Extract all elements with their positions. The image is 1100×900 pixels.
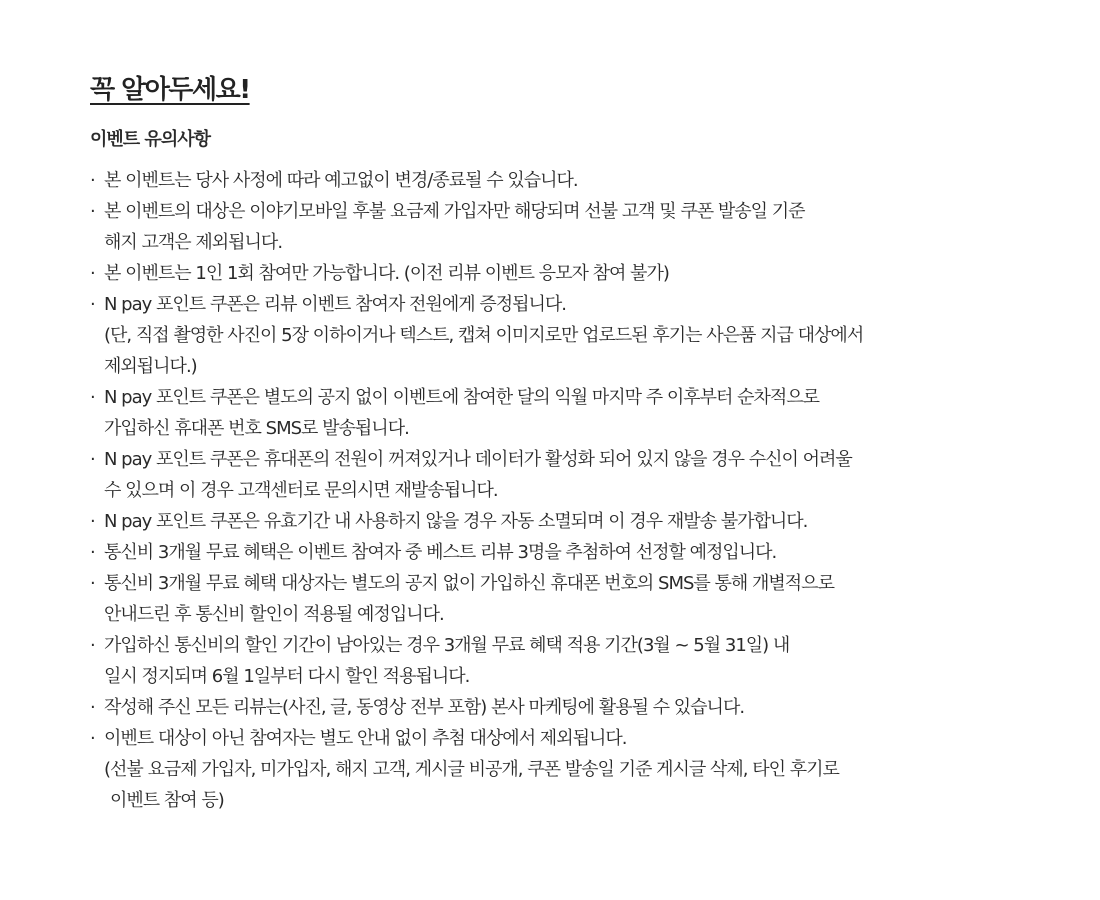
bullet-dot: · <box>90 697 95 718</box>
notice-item-continuation <box>90 785 863 816</box>
notice-text: (선불 요금제 가입자, 미가입자, 해지 고객, 게시글 비공개, 쿠폰 발송일 기준 게시글 삭제, 타인 후기로 <box>104 759 839 780</box>
notice-item <box>90 289 863 320</box>
bullet-dot: · <box>90 542 95 563</box>
notice-item-continuation <box>90 754 863 785</box>
notice-list <box>90 165 863 816</box>
notice-item <box>90 506 863 537</box>
notice-text: 가입하신 통신비의 할인 기간이 남아있는 경우 3개월 무료 혜택 적용 기간(3월 ~ 5월 31일) 내 <box>104 635 790 656</box>
notice-item <box>90 165 863 196</box>
notice-text: (단, 직접 촬영한 사진이 5장 이하이거나 텍스트, 캡쳐 이미지로만 업로드된 후기는 사은품 지급 대상에서 <box>104 325 864 346</box>
notice-text: 본 이벤트의 대상은 이야기모바일 후불 요금제 가입자만 해당되며 선불 고객 및 쿠폰 발송일 기준 <box>104 201 805 222</box>
notice-item <box>90 382 863 413</box>
notice-item <box>90 444 863 475</box>
notice-item-continuation <box>90 413 863 444</box>
bullet-dot: · <box>90 387 95 408</box>
notice-text: 안내드린 후 통신비 할인이 적용될 예정입니다. <box>104 604 444 625</box>
notice-text: 해지 고객은 제외됩니다. <box>104 232 283 253</box>
notice-subtitle: 이벤트 유의사항 <box>90 129 210 150</box>
bullet-dot: · <box>90 263 95 284</box>
notice-text: 이벤트 대상이 아닌 참여자는 별도 안내 없이 추첨 대상에서 제외됩니다. <box>104 728 627 749</box>
notice-item-continuation <box>90 351 863 382</box>
bullet-dot: · <box>90 573 95 594</box>
notice-item-continuation <box>90 599 863 630</box>
notice-text: 작성해 주신 모든 리뷰는(사진, 글, 동영상 전부 포함) 본사 마케팅에 활용될 수 있습니다. <box>104 697 745 718</box>
notice-text: 이벤트 참여 등) <box>110 790 224 811</box>
notice-text: 본 이벤트는 1인 1회 참여만 가능합니다. (이전 리뷰 이벤트 응모자 참여 불가) <box>104 263 669 284</box>
bullet-dot: · <box>90 170 95 191</box>
notice-item <box>90 537 863 568</box>
notice-text: 일시 정지되며 6월 1일부터 다시 할인 적용됩니다. <box>104 666 470 687</box>
notice-item <box>90 723 863 754</box>
notice-text: 본 이벤트는 당사 사정에 따라 예고없이 변경/종료될 수 있습니다. <box>104 170 578 191</box>
notice-text: 통신비 3개월 무료 혜택은 이벤트 참여자 중 베스트 리뷰 3명을 추첨하여 선정할 예정입니다. <box>104 542 777 563</box>
notice-text: N pay 포인트 쿠폰은 유효기간 내 사용하지 않을 경우 자동 소멸되며 이 경우 재발송 불가합니다. <box>104 511 808 532</box>
notice-item-continuation <box>90 320 863 351</box>
bullet-dot: · <box>90 511 95 532</box>
notice-text: 수 있으며 이 경우 고객센터로 문의시면 재발송됩니다. <box>104 480 498 501</box>
notice-item <box>90 692 863 723</box>
bullet-dot: · <box>90 635 95 656</box>
notice-item <box>90 258 863 289</box>
notice-text: N pay 포인트 쿠폰은 별도의 공지 없이 이벤트에 참여한 달의 익월 마지막 주 이후부터 순차적으로 <box>104 387 820 408</box>
notice-text: 통신비 3개월 무료 혜택 대상자는 별도의 공지 없이 가입하신 휴대폰 번호의 SMS를 통해 개별적으로 <box>104 573 834 594</box>
notice-item-continuation <box>90 475 863 506</box>
bullet-dot: · <box>90 201 95 222</box>
notice-item <box>90 630 863 661</box>
event-notice <box>90 70 1070 811</box>
notice-text: N pay 포인트 쿠폰은 휴대폰의 전원이 꺼져있거나 데이터가 활성화 되어 있지 않을 경우 수신이 어려울 <box>104 449 852 470</box>
notice-title: 꼭 알아두세요! <box>90 75 250 105</box>
notice-text: 가입하신 휴대폰 번호 SMS로 발송됩니다. <box>104 418 409 439</box>
bullet-dot: · <box>90 294 95 315</box>
notice-item-continuation <box>90 227 863 258</box>
notice-text: N pay 포인트 쿠폰은 리뷰 이벤트 참여자 전원에게 증정됩니다. <box>104 294 566 315</box>
bullet-dot: · <box>90 728 95 749</box>
notice-item <box>90 568 863 599</box>
notice-item <box>90 196 863 227</box>
bullet-dot: · <box>90 449 95 470</box>
notice-text: 제외됩니다.) <box>104 356 197 377</box>
notice-item-continuation <box>90 661 863 692</box>
